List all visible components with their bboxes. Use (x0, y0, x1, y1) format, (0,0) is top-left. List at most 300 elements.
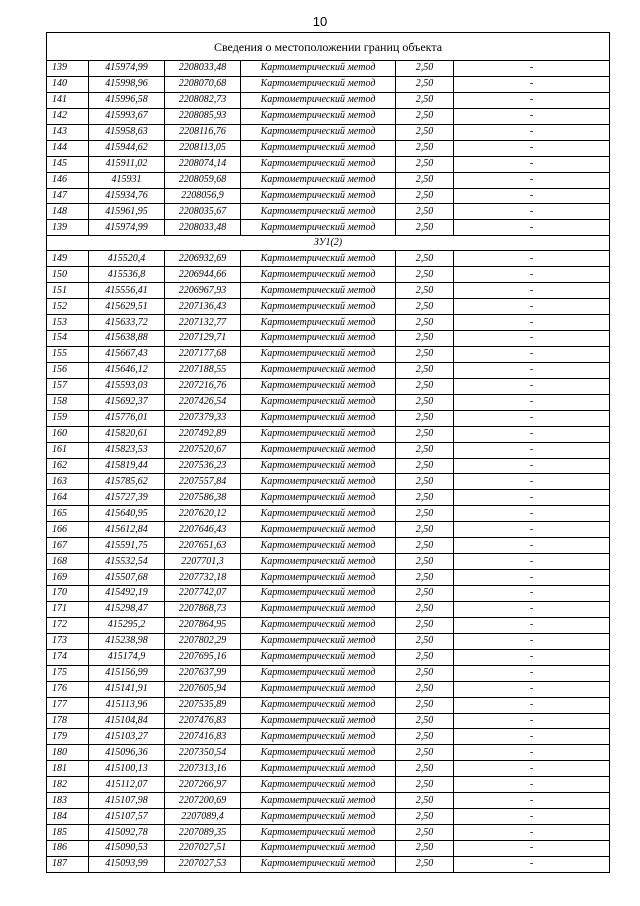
coord-x-cell: 415593,03 (89, 378, 165, 394)
description-cell: - (454, 331, 610, 347)
point-number-cell: 158 (47, 394, 89, 410)
point-number-cell: 140 (47, 76, 89, 92)
table-row (47, 426, 610, 442)
description-cell: - (454, 729, 610, 745)
coord-x-cell: 415974,99 (89, 220, 165, 236)
description-cell: - (454, 522, 610, 538)
accuracy-cell: 2,50 (396, 410, 454, 426)
method-cell: Картометрический метод (241, 378, 396, 394)
coord-y-cell: 2207646,43 (165, 522, 241, 538)
method-cell: Картометрический метод (241, 426, 396, 442)
coord-y-cell: 2207129,71 (165, 331, 241, 347)
description-cell: - (454, 570, 610, 586)
method-cell: Картометрический метод (241, 665, 396, 681)
coord-x-cell: 415667,43 (89, 346, 165, 362)
point-number-cell: 163 (47, 474, 89, 490)
method-cell: Картометрический метод (241, 108, 396, 124)
point-number-cell: 154 (47, 331, 89, 347)
table-row (47, 617, 610, 633)
coord-y-cell: 2207476,83 (165, 713, 241, 729)
coord-y-cell: 2208035,67 (165, 204, 241, 220)
coord-x-cell: 415090,53 (89, 841, 165, 857)
point-number-cell: 141 (47, 92, 89, 108)
accuracy-cell: 2,50 (396, 825, 454, 841)
method-cell: Картометрический метод (241, 362, 396, 378)
description-cell: - (454, 124, 610, 140)
accuracy-cell: 2,50 (396, 570, 454, 586)
table-row (47, 809, 610, 825)
method-cell: Картометрический метод (241, 315, 396, 331)
description-cell: - (454, 777, 610, 793)
coord-x-cell: 415692,37 (89, 394, 165, 410)
accuracy-cell: 2,50 (396, 156, 454, 172)
description-cell: - (454, 554, 610, 570)
table-row (47, 299, 610, 315)
coord-y-cell: 2206944,66 (165, 267, 241, 283)
method-cell: Картометрический метод (241, 649, 396, 665)
accuracy-cell: 2,50 (396, 331, 454, 347)
coord-x-cell: 415096,36 (89, 745, 165, 761)
accuracy-cell: 2,50 (396, 617, 454, 633)
table-row (47, 729, 610, 745)
coord-y-cell: 2207426,54 (165, 394, 241, 410)
description-cell: - (454, 410, 610, 426)
method-cell: Картометрический метод (241, 538, 396, 554)
accuracy-cell: 2,50 (396, 633, 454, 649)
coord-y-cell: 2207802,29 (165, 633, 241, 649)
coord-y-cell: 2207605,94 (165, 681, 241, 697)
section-label: ЗУ1(2) (47, 236, 610, 251)
coord-x-cell: 415958,63 (89, 124, 165, 140)
method-cell: Картометрический метод (241, 346, 396, 362)
point-number-cell: 151 (47, 283, 89, 299)
table-row (47, 172, 610, 188)
point-number-cell: 166 (47, 522, 89, 538)
table-row (47, 474, 610, 490)
method-cell: Картометрический метод (241, 204, 396, 220)
accuracy-cell: 2,50 (396, 601, 454, 617)
accuracy-cell: 2,50 (396, 378, 454, 394)
coord-x-cell: 415633,72 (89, 315, 165, 331)
method-cell: Картометрический метод (241, 601, 396, 617)
point-number-cell: 187 (47, 856, 89, 872)
coord-y-cell: 2207586,38 (165, 490, 241, 506)
method-cell: Картометрический метод (241, 140, 396, 156)
method-cell: Картометрический метод (241, 92, 396, 108)
coord-x-cell: 415638,88 (89, 331, 165, 347)
coord-y-cell: 2207536,23 (165, 458, 241, 474)
method-cell: Картометрический метод (241, 809, 396, 825)
table-row (47, 825, 610, 841)
point-number-cell: 167 (47, 538, 89, 554)
coord-x-cell: 415993,67 (89, 108, 165, 124)
coord-y-cell: 2207416,83 (165, 729, 241, 745)
point-number-cell: 184 (47, 809, 89, 825)
method-cell: Картометрический метод (241, 61, 396, 77)
table-row (47, 554, 610, 570)
method-cell: Картометрический метод (241, 841, 396, 857)
coord-y-cell: 2208113,05 (165, 140, 241, 156)
description-cell: - (454, 490, 610, 506)
method-cell: Картометрический метод (241, 570, 396, 586)
point-number-cell: 145 (47, 156, 89, 172)
coord-x-cell: 415174,9 (89, 649, 165, 665)
coord-x-cell: 415113,96 (89, 697, 165, 713)
table-row (47, 394, 610, 410)
accuracy-cell: 2,50 (396, 92, 454, 108)
method-cell: Картометрический метод (241, 299, 396, 315)
method-cell: Картометрический метод (241, 156, 396, 172)
description-cell: - (454, 538, 610, 554)
coord-y-cell: 2208059,68 (165, 172, 241, 188)
coord-x-cell: 415819,44 (89, 458, 165, 474)
description-cell: - (454, 617, 610, 633)
description-cell: - (454, 108, 610, 124)
coord-y-cell: 2208085,93 (165, 108, 241, 124)
table-row (47, 283, 610, 299)
method-cell: Картометрический метод (241, 617, 396, 633)
coord-y-cell: 2207379,33 (165, 410, 241, 426)
coord-y-cell: 2206932,69 (165, 251, 241, 267)
accuracy-cell: 2,50 (396, 76, 454, 92)
table-row (47, 61, 610, 77)
accuracy-cell: 2,50 (396, 315, 454, 331)
point-number-cell: 173 (47, 633, 89, 649)
point-number-cell: 150 (47, 267, 89, 283)
method-cell: Картометрический метод (241, 554, 396, 570)
method-cell: Картометрический метод (241, 633, 396, 649)
accuracy-cell: 2,50 (396, 458, 454, 474)
point-number-cell: 171 (47, 601, 89, 617)
point-number-cell: 152 (47, 299, 89, 315)
description-cell: - (454, 697, 610, 713)
description-cell: - (454, 394, 610, 410)
description-cell: - (454, 841, 610, 857)
coord-y-cell: 2206967,93 (165, 283, 241, 299)
coord-y-cell: 2207701,3 (165, 554, 241, 570)
table-row (47, 458, 610, 474)
table-row (47, 76, 610, 92)
table-row (47, 251, 610, 267)
table-row (47, 410, 610, 426)
coord-x-cell: 415823,53 (89, 442, 165, 458)
table-row (47, 713, 610, 729)
method-cell: Картометрический метод (241, 793, 396, 809)
table-row (47, 649, 610, 665)
description-cell: - (454, 506, 610, 522)
accuracy-cell: 2,50 (396, 220, 454, 236)
accuracy-cell: 2,50 (396, 251, 454, 267)
accuracy-cell: 2,50 (396, 554, 454, 570)
point-number-cell: 174 (47, 649, 89, 665)
table-row (47, 490, 610, 506)
coord-x-cell: 415298,47 (89, 601, 165, 617)
point-number-cell: 153 (47, 315, 89, 331)
description-cell: - (454, 188, 610, 204)
coord-y-cell: 2207557,84 (165, 474, 241, 490)
method-cell: Картометрический метод (241, 458, 396, 474)
description-cell: - (454, 283, 610, 299)
description-cell: - (454, 586, 610, 602)
accuracy-cell: 2,50 (396, 793, 454, 809)
method-cell: Картометрический метод (241, 506, 396, 522)
point-number-cell: 146 (47, 172, 89, 188)
accuracy-cell: 2,50 (396, 362, 454, 378)
coord-y-cell: 2208056,9 (165, 188, 241, 204)
coord-x-cell: 415934,76 (89, 188, 165, 204)
point-number-cell: 183 (47, 793, 89, 809)
coord-x-cell: 415646,12 (89, 362, 165, 378)
table-row (47, 346, 610, 362)
table-row (47, 331, 610, 347)
point-number-cell: 176 (47, 681, 89, 697)
description-cell: - (454, 76, 610, 92)
method-cell: Картометрический метод (241, 188, 396, 204)
accuracy-cell: 2,50 (396, 665, 454, 681)
coord-y-cell: 2207089,4 (165, 809, 241, 825)
description-cell: - (454, 665, 610, 681)
coord-x-cell: 415944,62 (89, 140, 165, 156)
point-number-cell: 149 (47, 251, 89, 267)
method-cell: Картометрический метод (241, 777, 396, 793)
accuracy-cell: 2,50 (396, 809, 454, 825)
coord-y-cell: 2207651,63 (165, 538, 241, 554)
method-cell: Картометрический метод (241, 681, 396, 697)
coord-x-cell: 415820,61 (89, 426, 165, 442)
table-row (47, 601, 610, 617)
coord-y-cell: 2208070,68 (165, 76, 241, 92)
method-cell: Картометрический метод (241, 267, 396, 283)
coord-x-cell: 415998,96 (89, 76, 165, 92)
point-number-cell: 172 (47, 617, 89, 633)
method-cell: Картометрический метод (241, 697, 396, 713)
description-cell: - (454, 825, 610, 841)
accuracy-cell: 2,50 (396, 61, 454, 77)
method-cell: Картометрический метод (241, 394, 396, 410)
table-row (47, 586, 610, 602)
accuracy-cell: 2,50 (396, 172, 454, 188)
point-number-cell: 159 (47, 410, 89, 426)
table-row (47, 793, 610, 809)
point-number-cell: 157 (47, 378, 89, 394)
method-cell: Картометрический метод (241, 745, 396, 761)
point-number-cell: 181 (47, 761, 89, 777)
description-cell: - (454, 426, 610, 442)
method-cell: Картометрический метод (241, 825, 396, 841)
table-row (47, 267, 610, 283)
description-cell: - (454, 362, 610, 378)
coord-x-cell: 415629,51 (89, 299, 165, 315)
table-row (47, 761, 610, 777)
table-row (47, 124, 610, 140)
accuracy-cell: 2,50 (396, 474, 454, 490)
accuracy-cell: 2,50 (396, 124, 454, 140)
point-number-cell: 179 (47, 729, 89, 745)
description-cell: - (454, 251, 610, 267)
point-number-cell: 160 (47, 426, 89, 442)
description-cell: - (454, 92, 610, 108)
point-number-cell: 175 (47, 665, 89, 681)
description-cell: - (454, 267, 610, 283)
table-row (47, 538, 610, 554)
description-cell: - (454, 61, 610, 77)
point-number-cell: 143 (47, 124, 89, 140)
point-number-cell: 185 (47, 825, 89, 841)
description-cell: - (454, 713, 610, 729)
accuracy-cell: 2,50 (396, 299, 454, 315)
point-number-cell: 139 (47, 220, 89, 236)
point-number-cell: 144 (47, 140, 89, 156)
method-cell: Картометрический метод (241, 713, 396, 729)
coord-y-cell: 2208116,76 (165, 124, 241, 140)
coord-y-cell: 2207695,16 (165, 649, 241, 665)
coord-x-cell: 415492,19 (89, 586, 165, 602)
point-number-cell: 155 (47, 346, 89, 362)
coord-x-cell: 415520,4 (89, 251, 165, 267)
table-row (47, 665, 610, 681)
method-cell: Картометрический метод (241, 761, 396, 777)
coord-y-cell: 2207136,43 (165, 299, 241, 315)
coord-y-cell: 2207350,54 (165, 745, 241, 761)
description-cell: - (454, 633, 610, 649)
table-row (47, 570, 610, 586)
coord-y-cell: 2207027,51 (165, 841, 241, 857)
table-row (47, 220, 610, 236)
table-title-row (47, 33, 610, 61)
coord-x-cell: 415556,41 (89, 283, 165, 299)
coord-x-cell: 415100,13 (89, 761, 165, 777)
accuracy-cell: 2,50 (396, 267, 454, 283)
coord-x-cell: 415785,62 (89, 474, 165, 490)
point-number-cell: 161 (47, 442, 89, 458)
accuracy-cell: 2,50 (396, 204, 454, 220)
table-row (47, 856, 610, 872)
coord-y-cell: 2207868,73 (165, 601, 241, 617)
accuracy-cell: 2,50 (396, 586, 454, 602)
description-cell: - (454, 172, 610, 188)
description-cell: - (454, 442, 610, 458)
table-row (47, 362, 610, 378)
table-row (47, 204, 610, 220)
method-cell: Картометрический метод (241, 729, 396, 745)
method-cell: Картометрический метод (241, 410, 396, 426)
point-number-cell: 182 (47, 777, 89, 793)
description-cell: - (454, 793, 610, 809)
description-cell: - (454, 745, 610, 761)
description-cell: - (454, 299, 610, 315)
accuracy-cell: 2,50 (396, 777, 454, 793)
coord-x-cell: 415974,99 (89, 61, 165, 77)
coord-y-cell: 2207200,69 (165, 793, 241, 809)
accuracy-cell: 2,50 (396, 108, 454, 124)
point-number-cell: 147 (47, 188, 89, 204)
point-number-cell: 142 (47, 108, 89, 124)
description-cell: - (454, 378, 610, 394)
description-cell: - (454, 315, 610, 331)
point-number-cell: 178 (47, 713, 89, 729)
coord-x-cell: 415104,84 (89, 713, 165, 729)
accuracy-cell: 2,50 (396, 140, 454, 156)
point-number-cell: 168 (47, 554, 89, 570)
coord-y-cell: 2208074,14 (165, 156, 241, 172)
boundary-table (46, 32, 610, 873)
description-cell: - (454, 140, 610, 156)
method-cell: Картометрический метод (241, 76, 396, 92)
accuracy-cell: 2,50 (396, 729, 454, 745)
accuracy-cell: 2,50 (396, 346, 454, 362)
description-cell: - (454, 346, 610, 362)
coord-x-cell: 415156,99 (89, 665, 165, 681)
description-cell: - (454, 156, 610, 172)
coord-x-cell: 415612,84 (89, 522, 165, 538)
table-row (47, 777, 610, 793)
table-row (47, 156, 610, 172)
method-cell: Картометрический метод (241, 586, 396, 602)
table-row (47, 140, 610, 156)
coord-y-cell: 2207216,76 (165, 378, 241, 394)
point-number-cell: 148 (47, 204, 89, 220)
coord-x-cell: 415911,02 (89, 156, 165, 172)
accuracy-cell: 2,50 (396, 188, 454, 204)
table-row (47, 315, 610, 331)
table-row (47, 745, 610, 761)
coord-y-cell: 2207520,67 (165, 442, 241, 458)
table-row (47, 633, 610, 649)
description-cell: - (454, 458, 610, 474)
point-number-cell: 177 (47, 697, 89, 713)
coord-x-cell: 415093,99 (89, 856, 165, 872)
section-row (47, 236, 610, 251)
coord-x-cell: 415238,98 (89, 633, 165, 649)
coord-x-cell: 415591,75 (89, 538, 165, 554)
method-cell: Картометрический метод (241, 856, 396, 872)
method-cell: Картометрический метод (241, 124, 396, 140)
accuracy-cell: 2,50 (396, 490, 454, 506)
point-number-cell: 162 (47, 458, 89, 474)
description-cell: - (454, 649, 610, 665)
coord-y-cell: 2207266,97 (165, 777, 241, 793)
accuracy-cell: 2,50 (396, 442, 454, 458)
accuracy-cell: 2,50 (396, 283, 454, 299)
coord-x-cell: 415103,27 (89, 729, 165, 745)
accuracy-cell: 2,50 (396, 522, 454, 538)
accuracy-cell: 2,50 (396, 697, 454, 713)
accuracy-cell: 2,50 (396, 841, 454, 857)
coord-x-cell: 415107,57 (89, 809, 165, 825)
table-row (47, 108, 610, 124)
description-cell: - (454, 474, 610, 490)
coord-x-cell: 415640,95 (89, 506, 165, 522)
coord-x-cell: 415996,58 (89, 92, 165, 108)
coord-y-cell: 2208082,73 (165, 92, 241, 108)
point-number-cell: 170 (47, 586, 89, 602)
coord-y-cell: 2207027,53 (165, 856, 241, 872)
coord-x-cell: 415961,95 (89, 204, 165, 220)
table-row (47, 681, 610, 697)
coord-x-cell: 415092,78 (89, 825, 165, 841)
coord-y-cell: 2207535,89 (165, 697, 241, 713)
coord-x-cell: 415532,54 (89, 554, 165, 570)
coord-x-cell: 415507,68 (89, 570, 165, 586)
method-cell: Картометрический метод (241, 474, 396, 490)
method-cell: Картометрический метод (241, 172, 396, 188)
coord-y-cell: 2207492,89 (165, 426, 241, 442)
point-number-cell: 139 (47, 61, 89, 77)
method-cell: Картометрический метод (241, 331, 396, 347)
accuracy-cell: 2,50 (396, 538, 454, 554)
table-title: Сведения о местоположении границ объекта (47, 33, 610, 61)
coord-x-cell: 415112,07 (89, 777, 165, 793)
